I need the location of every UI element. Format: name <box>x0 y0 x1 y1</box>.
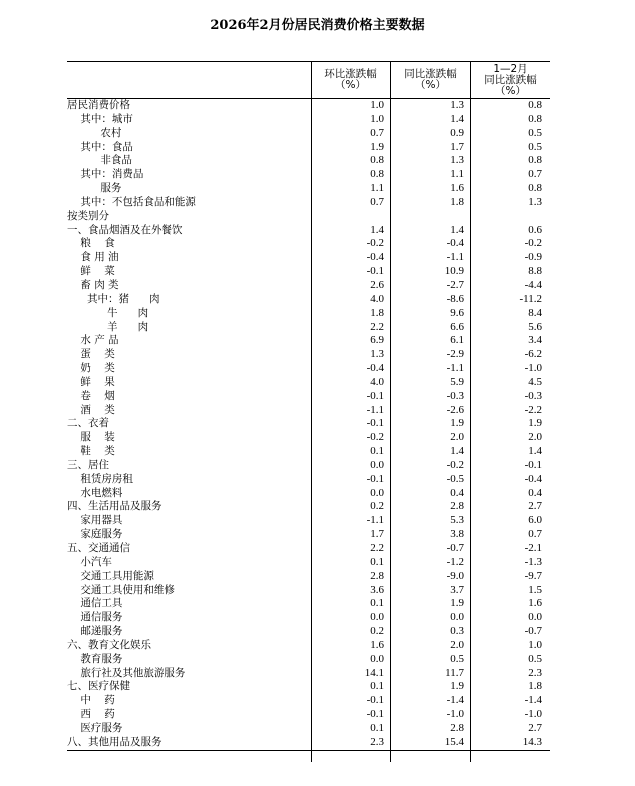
table-row <box>67 237 550 251</box>
yoy-value: 1.1 <box>450 168 464 181</box>
row-label: 租赁房房租 <box>67 472 133 485</box>
row-label: 西 药 <box>67 708 115 721</box>
table-row <box>67 528 550 542</box>
table-row <box>67 321 550 335</box>
yoy-value: 1.4 <box>450 223 464 236</box>
ytd-value: -0.2 <box>524 237 542 250</box>
mom-value: 0.0 <box>370 458 384 471</box>
header-mom-unit: （%） <box>335 79 366 91</box>
ytd-value: 0.0 <box>528 611 542 624</box>
yoy-value: 1.4 <box>450 445 464 458</box>
ytd-value: -11.2 <box>519 292 542 305</box>
row-label: 按类别分 <box>67 209 109 222</box>
row-label: 酒 类 <box>67 403 115 416</box>
row-label: 鲜 果 <box>67 375 115 388</box>
mom-value: -1.1 <box>366 403 384 416</box>
table-row <box>67 722 550 736</box>
mom-value: 6.9 <box>370 334 384 347</box>
mom-value: -0.1 <box>366 472 384 485</box>
column-divider <box>390 61 391 762</box>
yoy-value: 3.7 <box>450 583 464 596</box>
row-label: 其中：食品 <box>67 140 133 153</box>
mom-value: -0.1 <box>366 417 384 430</box>
yoy-value: 6.6 <box>450 320 464 333</box>
yoy-value: -2.6 <box>446 403 464 416</box>
row-label: 畜 肉 类 <box>67 278 119 291</box>
yoy-value: 15.4 <box>444 735 464 748</box>
header-yoy-unit: （%） <box>415 79 446 91</box>
table-row <box>67 542 550 556</box>
mom-value: 0.1 <box>370 597 384 610</box>
row-label: 七、医疗保健 <box>67 680 130 693</box>
row-label: 交通工具使用和维修 <box>67 583 175 596</box>
yoy-value: 6.1 <box>450 334 464 347</box>
table-header <box>67 61 550 99</box>
header-mom <box>311 62 390 98</box>
row-label: 四、生活用品及服务 <box>67 500 162 513</box>
yoy-value: 1.6 <box>450 182 464 195</box>
ytd-value: -2.1 <box>524 542 542 554</box>
table-row <box>67 182 550 196</box>
yoy-value: 1.8 <box>450 195 464 208</box>
mom-value: 0.7 <box>370 126 384 139</box>
mom-value: 0.0 <box>370 611 384 624</box>
yoy-value: -0.5 <box>446 472 464 485</box>
mom-value: -0.1 <box>366 265 384 278</box>
yoy-value: 1.9 <box>450 417 464 430</box>
table-row <box>67 99 550 113</box>
ytd-value: 0.7 <box>528 528 542 541</box>
mom-value: 3.6 <box>370 583 384 596</box>
yoy-value: -2.7 <box>446 278 464 291</box>
table-row <box>67 417 550 431</box>
ytd-value: -4.4 <box>524 278 542 291</box>
ytd-value: -1.0 <box>524 708 542 721</box>
table-row <box>67 445 550 459</box>
table-row <box>67 597 550 611</box>
ytd-value: 0.8 <box>528 112 542 125</box>
table-row <box>67 348 550 362</box>
page-title: 2026年2月份居民消费价格主要数据 <box>210 18 425 33</box>
table-row <box>67 113 550 127</box>
header-yoy-label: 同比涨跌幅 <box>404 68 457 80</box>
row-label: 蛋 类 <box>67 348 115 361</box>
row-label: 通信服务 <box>67 611 123 624</box>
row-label: 一、食品烟酒及在外餐饮 <box>67 223 183 236</box>
ytd-value: 0.8 <box>528 99 542 111</box>
table-row <box>67 279 550 293</box>
yoy-value: 1.7 <box>450 140 464 153</box>
mom-value: -0.1 <box>366 694 384 707</box>
row-label: 粮 食 <box>67 237 115 250</box>
mom-value: -0.2 <box>366 431 384 444</box>
table-row <box>67 210 550 224</box>
yoy-value: 2.8 <box>450 721 464 734</box>
mom-value: 4.0 <box>370 292 384 305</box>
ytd-value: -9.7 <box>524 569 542 582</box>
yoy-value: -1.1 <box>446 251 464 264</box>
table-row <box>67 694 550 708</box>
ytd-value: 8.8 <box>528 265 542 278</box>
table-row <box>67 127 550 141</box>
header-ytd-unit: （%） <box>495 84 526 97</box>
yoy-value: 1.4 <box>450 112 464 125</box>
yoy-value: 0.9 <box>450 126 464 139</box>
mom-value: 0.7 <box>370 195 384 208</box>
ytd-value: -1.0 <box>524 362 542 375</box>
mom-value: 1.6 <box>370 638 384 651</box>
row-label: 医疗服务 <box>67 721 123 734</box>
table-row <box>67 362 550 376</box>
row-label: 家用器具 <box>67 514 123 527</box>
ytd-value: -0.3 <box>524 389 542 402</box>
row-label: 鞋 类 <box>67 445 115 458</box>
row-label: 小汽车 <box>67 555 112 568</box>
yoy-value: 1.3 <box>450 154 464 167</box>
ytd-value: 0.5 <box>528 140 542 153</box>
table-row <box>67 556 550 570</box>
ytd-value: 0.4 <box>528 486 542 499</box>
mom-value: 1.8 <box>370 306 384 319</box>
table-row <box>67 168 550 182</box>
mom-value: 0.0 <box>370 486 384 499</box>
mom-value: 0.0 <box>370 652 384 665</box>
table-row <box>67 431 550 445</box>
row-label: 羊 肉 <box>67 320 149 333</box>
yoy-value: 1.9 <box>450 597 464 610</box>
header-ytd <box>471 62 550 98</box>
table-row <box>67 376 550 390</box>
row-label: 牛 肉 <box>67 306 149 319</box>
yoy-value: -0.2 <box>446 458 464 471</box>
row-label: 通信工具 <box>67 597 123 610</box>
ytd-value: 0.5 <box>528 126 542 139</box>
table-row <box>67 611 550 625</box>
mom-value: 0.1 <box>370 445 384 458</box>
mom-value: 1.3 <box>370 348 384 361</box>
header-yoy <box>391 62 470 98</box>
column-divider <box>311 61 312 762</box>
yoy-value: 0.3 <box>450 625 464 638</box>
table-row <box>67 473 550 487</box>
mom-value: 14.1 <box>364 666 384 679</box>
ytd-value: 14.3 <box>522 735 542 748</box>
mom-value: 2.8 <box>370 569 384 582</box>
row-label: 非食品 <box>67 154 132 167</box>
row-label: 五、交通通信 <box>67 542 130 554</box>
ytd-value: 5.6 <box>528 320 542 333</box>
yoy-value: 1.9 <box>450 680 464 693</box>
mom-value: 1.4 <box>370 223 384 236</box>
row-label: 奶 类 <box>67 362 115 375</box>
mom-value: -0.4 <box>366 251 384 264</box>
ytd-value: -1.4 <box>524 694 542 707</box>
yoy-value: 10.9 <box>444 265 464 278</box>
row-label: 教育服务 <box>67 652 123 665</box>
yoy-value: 2.8 <box>450 500 464 513</box>
mom-value: -0.2 <box>366 237 384 250</box>
ytd-value: 0.8 <box>528 182 542 195</box>
ytd-value: -2.2 <box>524 403 542 416</box>
mom-value: 1.7 <box>370 528 384 541</box>
table-row <box>67 736 550 750</box>
table-body <box>67 99 550 751</box>
ytd-value: -0.9 <box>524 251 542 264</box>
mom-value: 4.0 <box>370 375 384 388</box>
table-row <box>67 307 550 321</box>
row-label: 旅行社及其他旅游服务 <box>67 666 186 679</box>
header-mom-label: 环比涨跌幅 <box>324 68 377 80</box>
ytd-value: 2.0 <box>528 431 542 444</box>
yoy-value: 0.5 <box>450 652 464 665</box>
row-label: 中 药 <box>67 694 115 707</box>
table-row <box>67 154 550 168</box>
table-row <box>67 500 550 514</box>
mom-value: 2.2 <box>370 542 384 554</box>
ytd-value: 0.6 <box>528 223 542 236</box>
header-ytd-label: 同比涨跌幅 <box>484 73 537 86</box>
table-row <box>67 251 550 265</box>
ytd-value: 1.0 <box>528 638 542 651</box>
table-row <box>67 653 550 667</box>
table-row <box>67 265 550 279</box>
table-row <box>67 708 550 722</box>
ytd-value: 0.5 <box>528 652 542 665</box>
mom-value: -0.1 <box>366 708 384 721</box>
ytd-value: -6.2 <box>524 348 542 361</box>
table-row <box>67 141 550 155</box>
row-label: 水 产 品 <box>67 334 119 347</box>
mom-value: 1.0 <box>370 99 384 111</box>
ytd-value: 2.3 <box>528 666 542 679</box>
ytd-value: 0.7 <box>528 168 542 181</box>
table-row <box>67 667 550 681</box>
ytd-value: 2.7 <box>528 721 542 734</box>
yoy-value: 5.3 <box>450 514 464 527</box>
table-row <box>67 196 550 210</box>
mom-value: 2.6 <box>370 278 384 291</box>
ytd-value: 1.6 <box>528 597 542 610</box>
mom-value: 0.1 <box>370 680 384 693</box>
yoy-value: 11.7 <box>445 666 464 679</box>
row-label: 食 用 油 <box>67 251 119 264</box>
yoy-value: -9.0 <box>446 569 464 582</box>
ytd-value: 6.0 <box>528 514 542 527</box>
yoy-value: 3.8 <box>450 528 464 541</box>
row-label: 服 装 <box>67 431 115 444</box>
yoy-value: 0.4 <box>450 486 464 499</box>
yoy-value: 2.0 <box>450 431 464 444</box>
yoy-value: 1.3 <box>450 99 464 111</box>
table-row <box>67 390 550 404</box>
ytd-value: -0.7 <box>524 625 542 638</box>
ytd-value: -1.3 <box>524 555 542 568</box>
row-label: 邮递服务 <box>67 625 123 638</box>
mom-value: -0.1 <box>366 389 384 402</box>
ytd-value: 2.7 <box>528 500 542 513</box>
mom-value: 0.1 <box>370 721 384 734</box>
ytd-value: 0.8 <box>528 154 542 167</box>
table-row <box>67 224 550 238</box>
row-label: 家庭服务 <box>67 528 123 541</box>
yoy-value: -1.1 <box>446 362 464 375</box>
ytd-value: 8.4 <box>528 306 542 319</box>
mom-value: 1.1 <box>370 182 384 195</box>
row-label: 二、衣着 <box>67 417 109 430</box>
cpi-data-table <box>67 61 550 751</box>
table-row <box>67 334 550 348</box>
mom-value: 1.0 <box>370 112 384 125</box>
table-row <box>67 680 550 694</box>
ytd-value: 1.5 <box>528 583 542 596</box>
ytd-value: 1.4 <box>528 445 542 458</box>
table-row <box>67 514 550 528</box>
header-ytd-period: 1—2月 <box>493 62 528 75</box>
table-row <box>67 639 550 653</box>
yoy-value: -0.7 <box>446 542 464 554</box>
row-label: 农村 <box>67 126 122 139</box>
yoy-value: -1.2 <box>446 555 464 568</box>
mom-value: -1.1 <box>366 514 384 527</box>
row-label: 水电燃料 <box>67 486 123 499</box>
yoy-value: -1.4 <box>446 694 464 707</box>
table-row <box>67 570 550 584</box>
table-row <box>67 625 550 639</box>
ytd-value: -0.4 <box>524 472 542 485</box>
mom-value: 0.8 <box>370 154 384 167</box>
yoy-value: 0.0 <box>450 611 464 624</box>
yoy-value: -8.6 <box>446 292 464 305</box>
yoy-value: -2.9 <box>446 348 464 361</box>
table-row <box>67 584 550 598</box>
yoy-value: 9.6 <box>450 306 464 319</box>
yoy-value: -0.3 <box>446 389 464 402</box>
table-row <box>67 293 550 307</box>
ytd-value: 4.5 <box>528 375 542 388</box>
yoy-value: 5.9 <box>450 375 464 388</box>
mom-value: 1.9 <box>370 140 384 153</box>
ytd-value: 3.4 <box>528 334 542 347</box>
row-label: 服务 <box>67 182 122 195</box>
row-label: 其中：不包括食品和能源 <box>67 195 196 208</box>
mom-value: 0.2 <box>370 625 384 638</box>
ytd-value: 1.8 <box>528 680 542 693</box>
mom-value: -0.4 <box>366 362 384 375</box>
row-label: 三、居住 <box>67 458 109 471</box>
row-label: 六、教育文化娱乐 <box>67 638 151 651</box>
mom-value: 0.8 <box>370 168 384 181</box>
row-label: 居民消费价格 <box>67 99 130 111</box>
table-row <box>67 487 550 501</box>
table-row <box>67 404 550 418</box>
mom-value: 0.2 <box>370 500 384 513</box>
ytd-value: -0.1 <box>524 458 542 471</box>
row-label: 鲜 菜 <box>67 265 115 278</box>
yoy-value: -1.0 <box>446 708 464 721</box>
row-label: 卷 烟 <box>67 389 115 402</box>
row-label: 其中：城市 <box>67 112 133 125</box>
row-label: 八、其他用品及服务 <box>67 735 162 748</box>
column-divider <box>470 61 471 762</box>
yoy-value: -0.4 <box>446 237 464 250</box>
ytd-value: 1.3 <box>528 195 542 208</box>
table-row <box>67 459 550 473</box>
mom-value: 2.3 <box>370 735 384 748</box>
row-label: 交通工具用能源 <box>67 569 154 582</box>
mom-value: 0.1 <box>370 555 384 568</box>
yoy-value: 2.0 <box>450 638 464 651</box>
row-label: 其中：猪 肉 <box>67 292 160 305</box>
mom-value: 2.2 <box>370 320 384 333</box>
ytd-value: 1.9 <box>528 417 542 430</box>
row-label: 其中：消费品 <box>67 168 144 181</box>
